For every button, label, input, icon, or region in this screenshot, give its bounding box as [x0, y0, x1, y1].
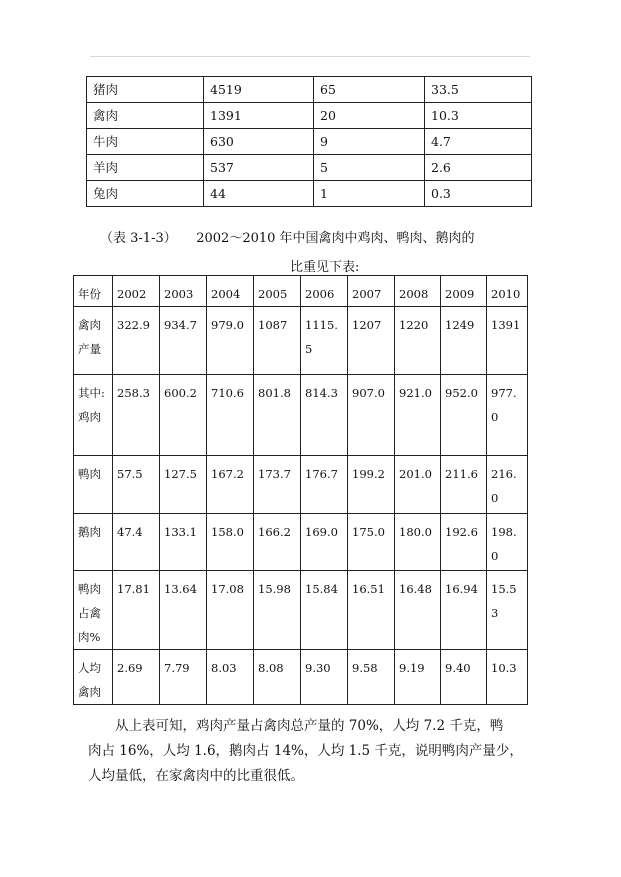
table-row: [87, 181, 532, 207]
table-cell: 921.0: [395, 375, 441, 456]
table-cell: 934.7: [160, 307, 207, 375]
table-cell: 兔肉: [87, 181, 204, 207]
table-cell: 8.08: [254, 650, 301, 705]
table-cell: 537: [204, 155, 314, 181]
meat-share-table: [86, 76, 532, 207]
table-cell: 199.2: [348, 456, 395, 514]
column-header: 2003: [160, 276, 207, 307]
column-header: 年份: [74, 276, 113, 307]
table-cell: 47.4: [113, 514, 160, 571]
table-cell: 2.6: [425, 155, 532, 181]
table-cell: 211.6: [441, 456, 487, 514]
table-cell: 5: [314, 155, 425, 181]
column-header: 2005: [254, 276, 301, 307]
table-row: [74, 650, 528, 705]
table-cell: 1207: [348, 307, 395, 375]
table-row: [87, 155, 532, 181]
table-cell: 1249: [441, 307, 487, 375]
table-cell: 979.0: [207, 307, 254, 375]
table-cell: 952.0: [441, 375, 487, 456]
table-cell: 8.03: [207, 650, 254, 705]
table-row: [74, 514, 528, 571]
table-cell: 15.84: [301, 571, 348, 650]
row-label: 人均禽肉: [74, 650, 113, 705]
table-row: [87, 103, 532, 129]
table-row: [74, 375, 528, 456]
table-cell: 牛肉: [87, 129, 204, 155]
table-cell: 630: [204, 129, 314, 155]
table-cell: 17.81: [113, 571, 160, 650]
table-row: [74, 571, 528, 650]
table-cell: 15.98: [254, 571, 301, 650]
table-cell: 0.3: [425, 181, 532, 207]
table-cell: 17.08: [207, 571, 254, 650]
paragraph-line: 肉占 16%，人均 1.6，鹅肉占 14%，人均 1.5 千克，说明鸭肉产量少，: [88, 743, 523, 759]
table-cell: 127.5: [160, 456, 207, 514]
table-row: [87, 129, 532, 155]
table-cell: 7.79: [160, 650, 207, 705]
header-rule: [90, 56, 530, 57]
row-label: 禽肉产量: [74, 307, 113, 375]
column-header: 2009: [441, 276, 487, 307]
table-cell: 15.53: [487, 571, 528, 650]
table-cell: 57.5: [113, 456, 160, 514]
column-header: 2008: [395, 276, 441, 307]
table-cell: 1391: [487, 307, 528, 375]
poultry-breakdown-table: [73, 275, 528, 705]
row-label: 其中:鸡肉: [74, 375, 113, 456]
table-row: [87, 77, 532, 103]
column-header: 2004: [207, 276, 254, 307]
table-cell: 710.6: [207, 375, 254, 456]
table-cell: 158.0: [207, 514, 254, 571]
table-cell: 133.1: [160, 514, 207, 571]
table-caption: （表 3-1-3） 2002～2010 年中国禽肉中鸡肉、鸭肉、鹅肉的: [100, 231, 475, 246]
table-header-row: [74, 276, 528, 307]
table-cell: 801.8: [254, 375, 301, 456]
table-cell: 169.0: [301, 514, 348, 571]
table-caption-continued: 比重见下表:: [290, 260, 360, 275]
table-cell: 羊肉: [87, 155, 204, 181]
table-cell: 9.58: [348, 650, 395, 705]
table-cell: 13.64: [160, 571, 207, 650]
column-header: 2006: [301, 276, 348, 307]
table-cell: 4.7: [425, 129, 532, 155]
table-cell: 192.6: [441, 514, 487, 571]
table-cell: 10.3: [425, 103, 532, 129]
paragraph-line: 从上表可知，鸡肉产量占禽肉总产量的 70%，人均 7.2 千克，鸭: [88, 718, 504, 734]
table-cell: 166.2: [254, 514, 301, 571]
table-cell: 175.0: [348, 514, 395, 571]
table-cell: 167.2: [207, 456, 254, 514]
row-label: 鸭肉: [74, 456, 113, 514]
table-cell: 65: [314, 77, 425, 103]
table-cell: 198.0: [487, 514, 528, 571]
table-cell: 禽肉: [87, 103, 204, 129]
table-cell: 20: [314, 103, 425, 129]
table-cell: 1391: [204, 103, 314, 129]
table-cell: 2.69: [113, 650, 160, 705]
paragraph-line: 人均量低，在家禽肉中的比重很低。: [88, 768, 304, 784]
table-cell: 173.7: [254, 456, 301, 514]
table-cell: 814.3: [301, 375, 348, 456]
table-cell: 977.0: [487, 375, 528, 456]
column-header: 2010: [487, 276, 528, 307]
column-header: 2002: [113, 276, 160, 307]
table-cell: 201.0: [395, 456, 441, 514]
table-cell: 322.9: [113, 307, 160, 375]
table-cell: 16.48: [395, 571, 441, 650]
table-row: [74, 456, 528, 514]
table-cell: 600.2: [160, 375, 207, 456]
table-cell: 1220: [395, 307, 441, 375]
table-cell: 258.3: [113, 375, 160, 456]
table-cell: 1: [314, 181, 425, 207]
table-cell: 1087: [254, 307, 301, 375]
row-label: 鹅肉: [74, 514, 113, 571]
table-cell: 16.51: [348, 571, 395, 650]
table-cell: 4519: [204, 77, 314, 103]
table-row: [74, 307, 528, 375]
table-cell: 44: [204, 181, 314, 207]
column-header: 2007: [348, 276, 395, 307]
table-cell: 180.0: [395, 514, 441, 571]
table-cell: 9.30: [301, 650, 348, 705]
table-cell: 16.94: [441, 571, 487, 650]
table-cell: 33.5: [425, 77, 532, 103]
table-cell: 9: [314, 129, 425, 155]
table-cell: 9.40: [441, 650, 487, 705]
table-cell: 10.3: [487, 650, 528, 705]
row-label: 鸭肉占禽肉%: [74, 571, 113, 650]
table-cell: 1115.5: [301, 307, 348, 375]
table-cell: 176.7: [301, 456, 348, 514]
table-cell: 9.19: [395, 650, 441, 705]
analysis-paragraph: [88, 714, 533, 789]
table-cell: 216.0: [487, 456, 528, 514]
table-cell: 猪肉: [87, 77, 204, 103]
table-cell: 907.0: [348, 375, 395, 456]
